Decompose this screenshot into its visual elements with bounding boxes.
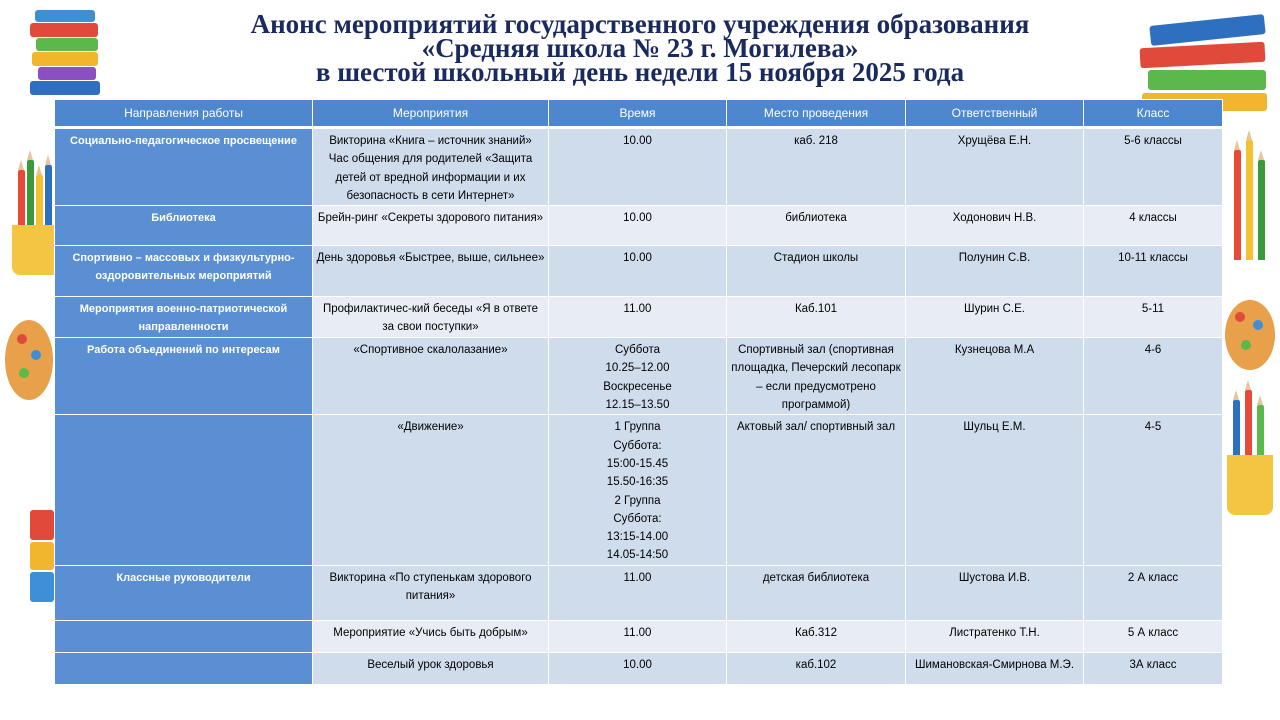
cell-place: библиотека xyxy=(727,206,906,246)
cell-place: Актовый зал/ спортивный зал xyxy=(727,415,906,565)
cell-class: 4-6 xyxy=(1084,338,1223,415)
cell-responsible: Шульц Е.М. xyxy=(906,415,1084,565)
pencils-right-decoration xyxy=(1228,120,1278,290)
cell-direction: Библиотека xyxy=(55,206,313,246)
books-bottom-left-decoration xyxy=(30,510,54,630)
events-table xyxy=(54,99,1223,685)
cell-event: Профилактичес-кий беседы «Я в ответе за свои поступки» xyxy=(313,297,549,338)
cell-time: Суббота 10.25–12.00 Воскресенье 12.15–13.50 xyxy=(549,338,727,415)
cell-responsible: Кузнецова М.А xyxy=(906,338,1084,415)
cell-event: «Движение» xyxy=(313,415,549,565)
cell-direction xyxy=(55,620,313,652)
title-line-3: в шестой школьный день недели 15 ноября 2025 года xyxy=(315,57,965,87)
table-row xyxy=(55,297,1223,338)
page-title xyxy=(120,9,1160,87)
cell-direction: Социально-педагогическое просвещение xyxy=(55,128,313,206)
cell-direction: Мероприятия военно-патриотической направленности xyxy=(55,297,313,338)
cell-place: каб. 218 xyxy=(727,128,906,206)
cell-place: детская библиотека xyxy=(727,565,906,620)
pencils-cup-right-decoration xyxy=(1225,390,1275,530)
cell-class: 10-11 классы xyxy=(1084,246,1223,297)
table-header-row xyxy=(55,100,1223,128)
cell-time: 10.00 xyxy=(549,128,727,206)
cell-direction: Классные руководители xyxy=(55,565,313,620)
header-time: Время xyxy=(549,100,727,128)
table-row xyxy=(55,620,1223,652)
cell-time: 11.00 xyxy=(549,565,727,620)
cell-event: «Спортивное скалолазание» xyxy=(313,338,549,415)
cell-event: Мероприятие «Учись быть добрым» xyxy=(313,620,549,652)
pencils-cup-left-decoration xyxy=(10,150,60,290)
cell-responsible: Ходонович Н.В. xyxy=(906,206,1084,246)
cell-direction xyxy=(55,652,313,684)
cell-direction: Работа объединений по интересам xyxy=(55,338,313,415)
palette-left-decoration xyxy=(5,320,55,410)
cell-place: каб.102 xyxy=(727,652,906,684)
header-class: Класс xyxy=(1084,100,1223,128)
title-line-1: Анонс мероприятий государственного учреждения образования xyxy=(250,9,1030,39)
table-row xyxy=(55,415,1223,565)
cell-place: Каб.312 xyxy=(727,620,906,652)
cell-event: Викторина «По ступенькам здорового питания» xyxy=(313,565,549,620)
cell-event: Веселый урок здоровья xyxy=(313,652,549,684)
title-line-2: «Средняя школа № 23 г. Могилева» xyxy=(421,33,859,63)
cell-class: 4-5 xyxy=(1084,415,1223,565)
palette-right-decoration xyxy=(1225,300,1275,380)
cell-responsible: Шустова И.В. xyxy=(906,565,1084,620)
cell-direction: Спортивно – массовых и физкультурно-оздоровительных мероприятий xyxy=(55,246,313,297)
cell-class: 5-11 xyxy=(1084,297,1223,338)
cell-class: 2 А класс xyxy=(1084,565,1223,620)
table-row xyxy=(55,128,1223,206)
table-row xyxy=(55,206,1223,246)
cell-direction xyxy=(55,415,313,565)
header-direction: Направления работы xyxy=(55,100,313,128)
cell-event: Викторина «Книга – источник знаний» Час общения для родителей «Защита детей от вредной информации и их безопасность в сети Интернет» xyxy=(313,128,549,206)
cell-responsible: Хрущёва Е.Н. xyxy=(906,128,1084,206)
cell-time: 11.00 xyxy=(549,297,727,338)
cell-class: 5 А класс xyxy=(1084,620,1223,652)
cell-responsible: Листратенко Т.Н. xyxy=(906,620,1084,652)
cell-event: День здоровья «Быстрее, выше, сильнее» xyxy=(313,246,549,297)
cell-event: Брейн-ринг «Секреты здорового питания» xyxy=(313,206,549,246)
cell-time: 1 Группа Суббота: 15:00-15.45 15.50-16:35 2 Группа Суббота: 13:15-14.00 14.05-14:50 xyxy=(549,415,727,565)
cell-place: Стадион школы xyxy=(727,246,906,297)
cell-responsible: Шурин С.Е. xyxy=(906,297,1084,338)
cell-responsible: Шимановская-Смирнова М.Э. xyxy=(906,652,1084,684)
cell-time: 11.00 xyxy=(549,620,727,652)
cell-time: 10.00 xyxy=(549,652,727,684)
header-responsible: Ответственный xyxy=(906,100,1084,128)
table-row xyxy=(55,652,1223,684)
header-place: Место проведения xyxy=(727,100,906,128)
cell-place: Спортивный зал (спортивная площадка, Печерский лесопарк – если предусмотрено программой) xyxy=(727,338,906,415)
table-row xyxy=(55,565,1223,620)
table-row xyxy=(55,246,1223,297)
cell-class: 4 классы xyxy=(1084,206,1223,246)
cell-class: 5-6 классы xyxy=(1084,128,1223,206)
cell-time: 10.00 xyxy=(549,206,727,246)
cell-time: 10.00 xyxy=(549,246,727,297)
cell-class: 3А класс xyxy=(1084,652,1223,684)
table-row xyxy=(55,338,1223,415)
header-event: Мероприятия xyxy=(313,100,549,128)
cell-place: Каб.101 xyxy=(727,297,906,338)
cell-responsible: Полунин С.В. xyxy=(906,246,1084,297)
